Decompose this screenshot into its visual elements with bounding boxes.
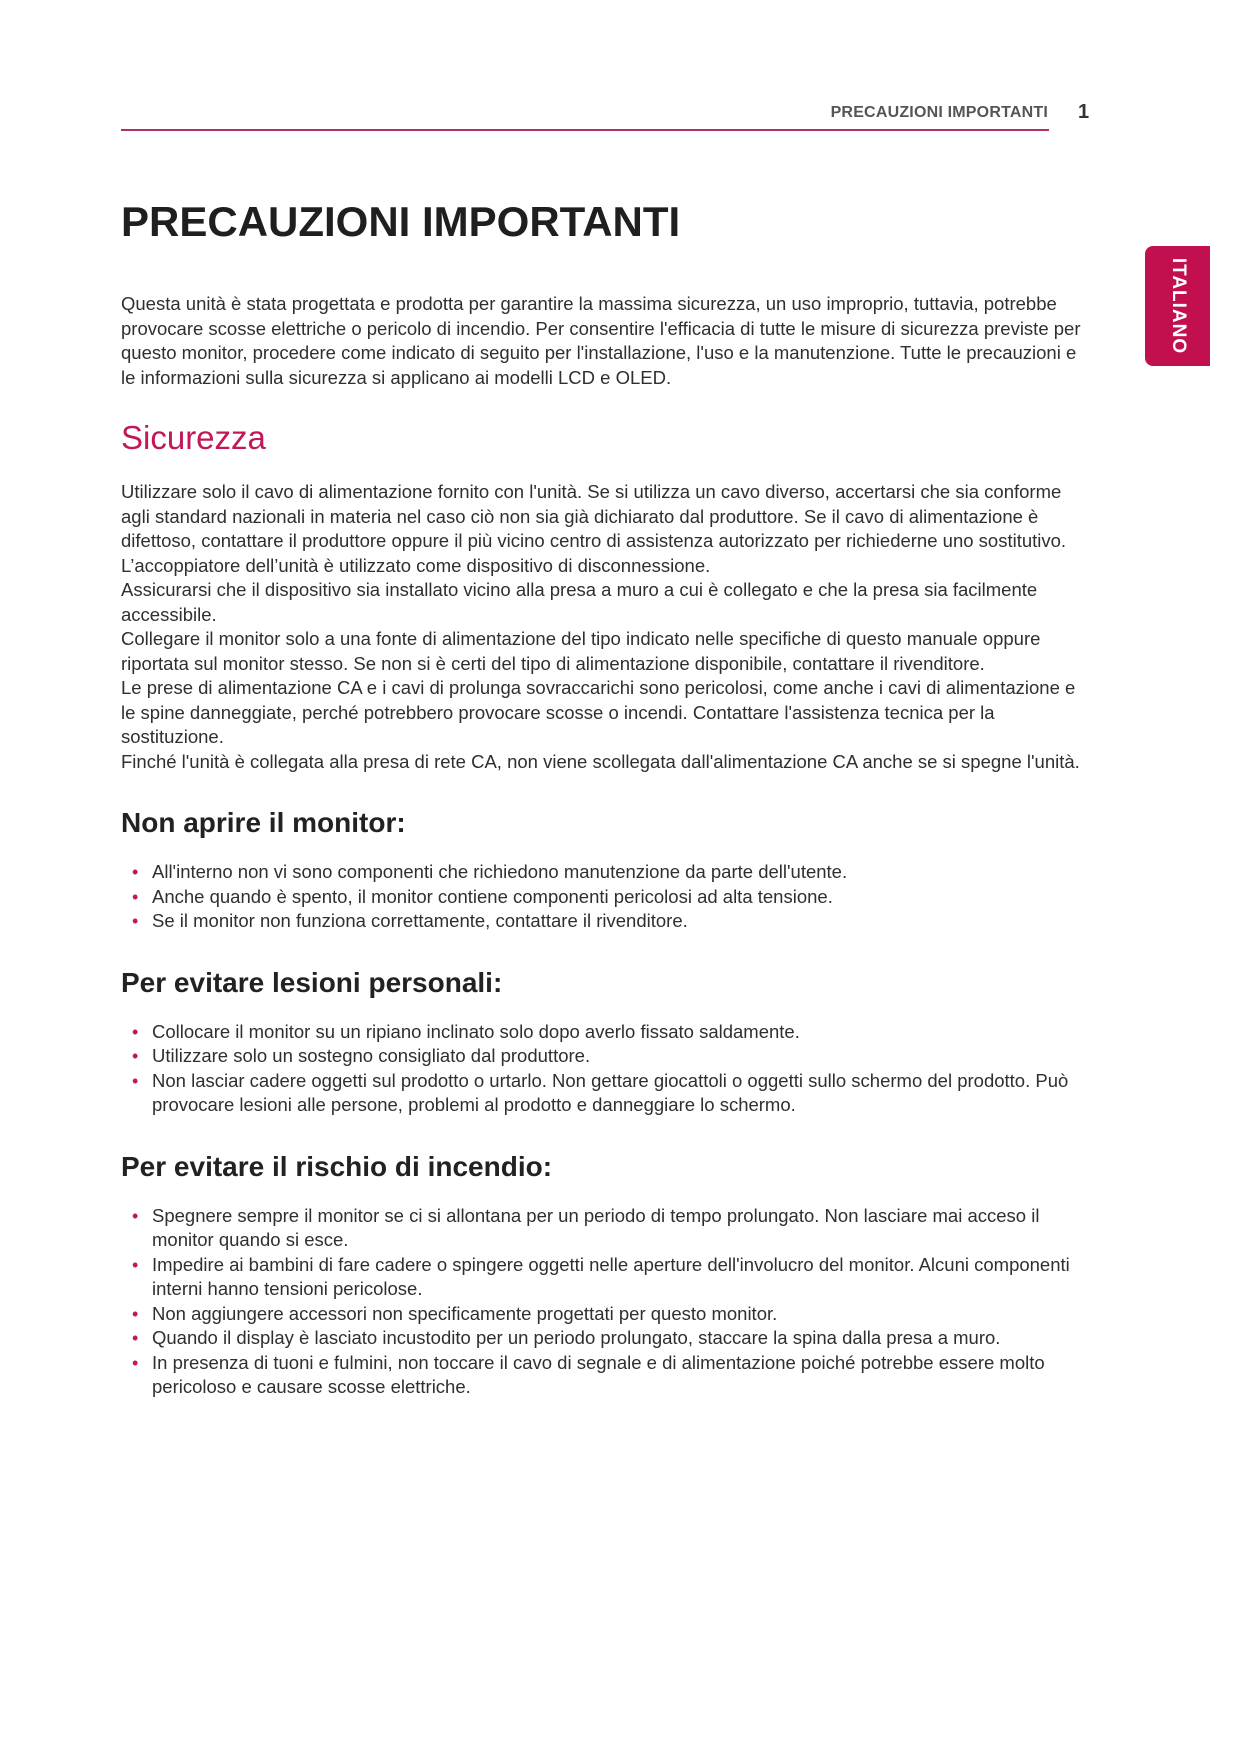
header-divider: [121, 129, 1049, 131]
list-item: • Impedire ai bambini di fare cadere o spingere oggetti nelle aperture dell'involucro del monitor. Alcuni componenti interni hanno tensioni pericolose.: [152, 1253, 1081, 1302]
safety-body: [121, 480, 1081, 774]
section-heading: Per evitare il rischio di incendio:: [121, 1150, 553, 1182]
safety-paragraph: Le prese di alimentazione CA e i cavi di prolunga sovraccarichi sono pericolosi, come anche i cavi di alimentazione e le spine danneggiate, perché potrebbero provocare scosse o incendi. Contattare l'assistenza tecnica per la sostituzione.: [121, 677, 1076, 747]
safety-paragraph: Collegare il monitor solo a una fonte di alimentazione del tipo indicato nelle specifiche di questo manuale oppure riportata sul monitor stesso. Se non si è certi del tipo di alimentazione disponibile, contattare il rivenditore.: [121, 628, 1041, 674]
language-tab-label: ITALIANO: [1167, 257, 1189, 355]
list-item: • Utilizzare solo un sostegno consigliato dal produttore.: [152, 1044, 1081, 1069]
section-personal-injury: [121, 966, 1081, 1118]
bullet-list: [121, 860, 1081, 934]
page-title: PRECAUZIONI IMPORTANTI: [121, 198, 681, 245]
safety-paragraph: Finché l'unità è collegata alla presa di rete CA, non viene scollegata dall'alimentazione CA anche se si spegne l'unità.: [121, 750, 1080, 772]
list-item: • Quando il display è lasciato incustodito per un periodo prolungato, staccare la spina dalla presa a muro.: [152, 1326, 1081, 1351]
section-heading: Non aprire il monitor:: [121, 807, 406, 838]
list-item: • In presenza di tuoni e fulmini, non toccare il cavo di segnale e di alimentazione poiché potrebbe essere molto pericoloso e causare scosse elettriche.: [152, 1351, 1081, 1400]
list-item: • Spegnere sempre il monitor se ci si allontana per un periodo di tempo prolungato. Non lasciare mai acceso il monitor quando si esce.: [152, 1204, 1081, 1253]
section-do-not-open: [121, 806, 1081, 934]
list-item: • Collocare il monitor su un ripiano inclinato solo dopo averlo fissato saldamente.: [152, 1020, 1081, 1045]
bullet-list: [121, 1020, 1081, 1118]
page-number: 1: [1078, 101, 1090, 123]
list-item: • Se il monitor non funziona correttamente, contattare il rivenditore.: [152, 909, 1081, 934]
safety-paragraph: L’accoppiatore dell’unità è utilizzato come dispositivo di disconnessione.: [121, 554, 711, 576]
intro-paragraph: Questa unità è stata progettata e prodotta per garantire la massima sicurezza, un uso improprio, tuttavia, potrebbe provocare scosse elettriche o pericolo di incendio. Per consentire l'efficacia di tutte le misure di sicurezza previste per questo monitor, procedere come indicato di seguito per l'installazione, l'uso e la manutenzione. Tutte le precauzioni e le informazioni sulla sicurezza si applicano ai modelli LCD e OLED.: [121, 293, 1081, 388]
language-tab: [1145, 246, 1210, 366]
safety-heading: Sicurezza: [121, 419, 266, 456]
main-content: [121, 196, 1081, 1400]
section-fire-risk: [121, 1150, 1081, 1400]
list-item: • All'interno non vi sono componenti che richiedono manutenzione da parte dell'utente.: [152, 860, 1081, 885]
list-item: • Anche quando è spento, il monitor contiene componenti pericolosi ad alta tensione.: [152, 885, 1081, 910]
safety-paragraph: Utilizzare solo il cavo di alimentazione fornito con l'unità. Se si utilizza un cavo diverso, accertarsi che sia conforme agli standard nazionali in materia nel caso ciò non sia già dichiarato dal produttore. Se il cavo di alimentazione è difettoso, contattare il produttore oppure il più vicino centro di assistenza autorizzato per richiederne uno sostitutivo.: [121, 481, 1067, 551]
list-item: • Non lasciar cadere oggetti sul prodotto o urtarlo. Non gettare giocattoli o oggetti sullo schermo del prodotto. Può provocare lesioni alle persone, problemi al prodotto e danneggiare lo schermo.: [152, 1069, 1081, 1118]
list-item: • Non aggiungere accessori non specificamente progettati per questo monitor.: [152, 1302, 1081, 1327]
safety-paragraph: Assicurarsi che il dispositivo sia installato vicino alla presa a muro a cui è collegato e che la presa sia facilmente accessibile.: [121, 579, 1038, 625]
running-header-title: PRECAUZIONI IMPORTANTI: [830, 104, 1048, 121]
bullet-list: [121, 1204, 1081, 1400]
section-heading: Per evitare lesioni personali:: [121, 966, 503, 998]
